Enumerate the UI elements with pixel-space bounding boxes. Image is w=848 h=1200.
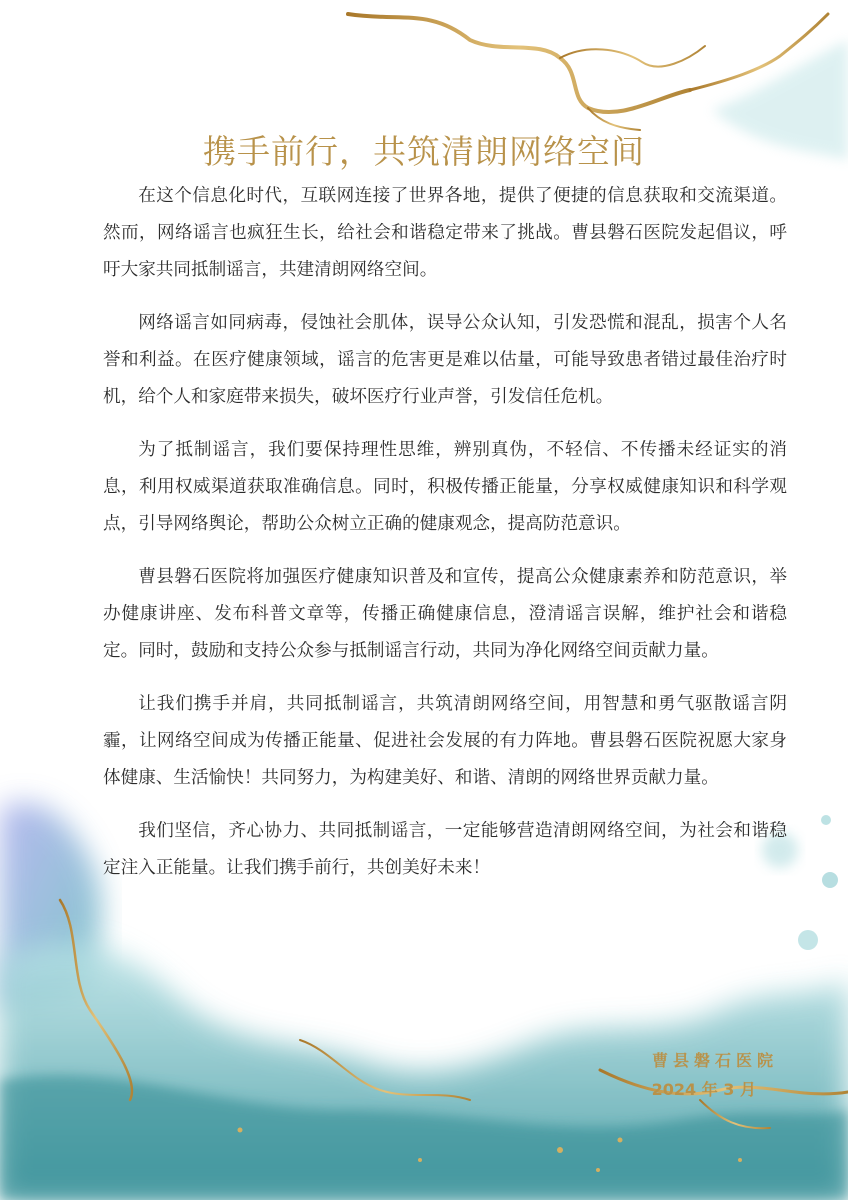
paragraph: 在这个信息化时代，互联网连接了世界各地，提供了便捷的信息获取和交流渠道。然而，网络谣言也疯狂生长，给社会和谐稳定带来了挑战。曹县磐石医院发起倡议，呼吁大家共同抵制谣言，共建清朗网络空间。 — [103, 186, 787, 280]
signature-organization: 曹县磐石医院 — [651, 1051, 778, 1070]
body-content — [103, 178, 787, 903]
gold-vein-top-3 — [560, 46, 705, 67]
paragraph: 网络谣言如同病毒，侵蚀社会肌体，误导公众认知，引发恐慌和混乱，损害个人名誉和利益。在医疗健康领域，谣言的危害更是难以估量，可能导致患者错过最佳治疗时机，给个人和家庭带来损失，破坏医疗行业声誉，引发信任危机。 — [103, 313, 787, 407]
signature-block — [652, 1046, 778, 1104]
paragraph: 曹县磐石医院将加强医疗健康知识普及和宣传，提高公众健康素养和防范意识，举办健康讲座、发布科普文章等，传播正确健康信息，澄清谣言误解，维护社会和谐稳定。同时，鼓励和支持公众参与抵制谣言行动，共同为净化网络空间贡献力量。 — [103, 567, 787, 661]
gold-vein-top-1 — [348, 14, 690, 112]
paragraph: 让我们携手并肩，共同抵制谣言，共筑清朗网络空间，用智慧和勇气驱散谣言阴霾，让网络空间成为传播正能量、促进社会发展的有力阵地。曹县磐石医院祝愿大家身体健康、生活愉快！共同努力，为构建美好、和谐、清朗的网络世界贡献力量。 — [103, 694, 787, 788]
page-title: 携手前行，共筑清朗网络空间 — [203, 132, 645, 171]
paragraph: 为了抵制谣言，我们要保持理性思维，辨别真伪，不轻信、不传播未经证实的消息，利用权威渠道获取准确信息。同时，积极传播正能量，分享权威健康知识和科学观点，引导网络舆论，帮助公众树立正确的健康观念，提高防范意识。 — [103, 440, 787, 534]
paragraph: 我们坚信，齐心协力、共同抵制谣言，一定能够营造清朗网络空间，为社会和谐稳定注入正能量。让我们携手前行，共创美好未来！ — [103, 821, 787, 878]
signature-date: 2024 年 3 月 — [651, 1080, 756, 1099]
